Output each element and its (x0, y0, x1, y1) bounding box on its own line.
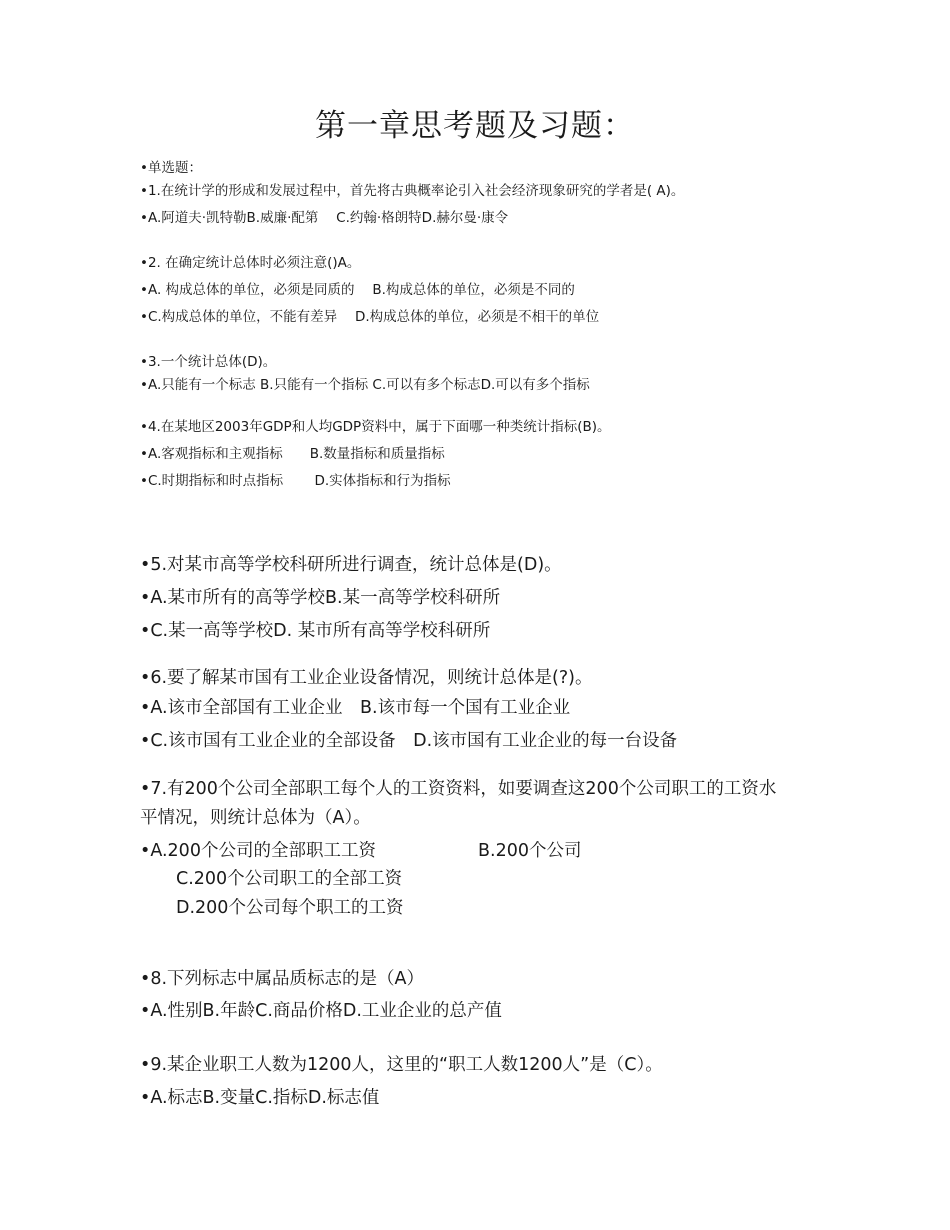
question-5-options-line2: •C.某一高等学校D. 某市所有高等学校科研所 (140, 621, 491, 641)
question-4-options-line1: •A.客观指标和主观指标 B.数量指标和质量指标 (140, 446, 445, 462)
question-9: •9.某企业职工人数为1200人，这里的“职工人数1200人”是（C）。 (140, 1055, 663, 1075)
question-7-option-b: B.200个公司 (478, 841, 582, 861)
question-4-options-line2: •C.时期指标和时点指标 D.实体指标和行为指标 (140, 473, 451, 489)
question-3: •3.一个统计总体(D)。 (140, 354, 277, 370)
question-6-options-line2: •C.该市国有工业企业的全部设备 D.该市国有工业企业的每一台设备 (140, 731, 678, 751)
question-7-line1: •7.有200个公司全部职工每个人的工资资料，如要调查这200个公司职工的工资水 (140, 779, 777, 799)
question-8-options: •A.性别B.年龄C.商品价格D.工业企业的总产值 (140, 1001, 502, 1021)
question-3-options: •A.只能有一个标志 B.只能有一个指标 C.可以有多个标志D.可以有多个指标 (140, 377, 590, 393)
question-2-options-line1: •A. 构成总体的单位，必须是同质的 B.构成总体的单位，必须是不同的 (140, 282, 575, 298)
question-9-options: •A.标志B.变量C.指标D.标志值 (140, 1088, 380, 1108)
question-7-option-a: •A.200个公司的全部职工工资 (140, 841, 376, 861)
question-2: •2. 在确定统计总体时必须注意()A。 (140, 255, 361, 271)
section-heading: •单选题： (140, 160, 202, 176)
question-1: •1.在统计学的形成和发展过程中，首先将古典概率论引入社会经济现象研究的学者是( A)。 (140, 183, 685, 199)
question-6: •6.要了解某市国有工业企业设备情况，则统计总体是(?)。 (140, 668, 593, 688)
question-7-line2: 平情况，则统计总体为（A）。 (140, 808, 371, 828)
page-title: 第一章思考题及习题： (315, 108, 635, 144)
question-7-option-c: C.200个公司职工的全部工资 (176, 869, 403, 889)
question-1-options: •A.阿道夫·凯特勒B.威廉·配第 C.约翰·格朗特D.赫尔曼·康令 (140, 210, 509, 226)
question-6-options-line1: •A.该市全部国有工业企业 B.该市每一个国有工业企业 (140, 698, 571, 718)
question-4: •4.在某地区2003年GDP和人均GDP资料中，属于下面哪一种类统计指标(B)。 (140, 419, 611, 435)
question-5-options-line1: •A.某市所有的高等学校B.某一高等学校科研所 (140, 588, 501, 608)
question-8: •8.下列标志中属品质标志的是（A） (140, 969, 424, 989)
question-7-option-d: D.200个公司每个职工的工资 (176, 898, 404, 918)
question-2-options-line2: •C.构成总体的单位，不能有差异 D.构成总体的单位，必须是不相干的单位 (140, 309, 600, 325)
question-5: •5.对某市高等学校科研所进行调查，统计总体是(D)。 (140, 555, 562, 575)
